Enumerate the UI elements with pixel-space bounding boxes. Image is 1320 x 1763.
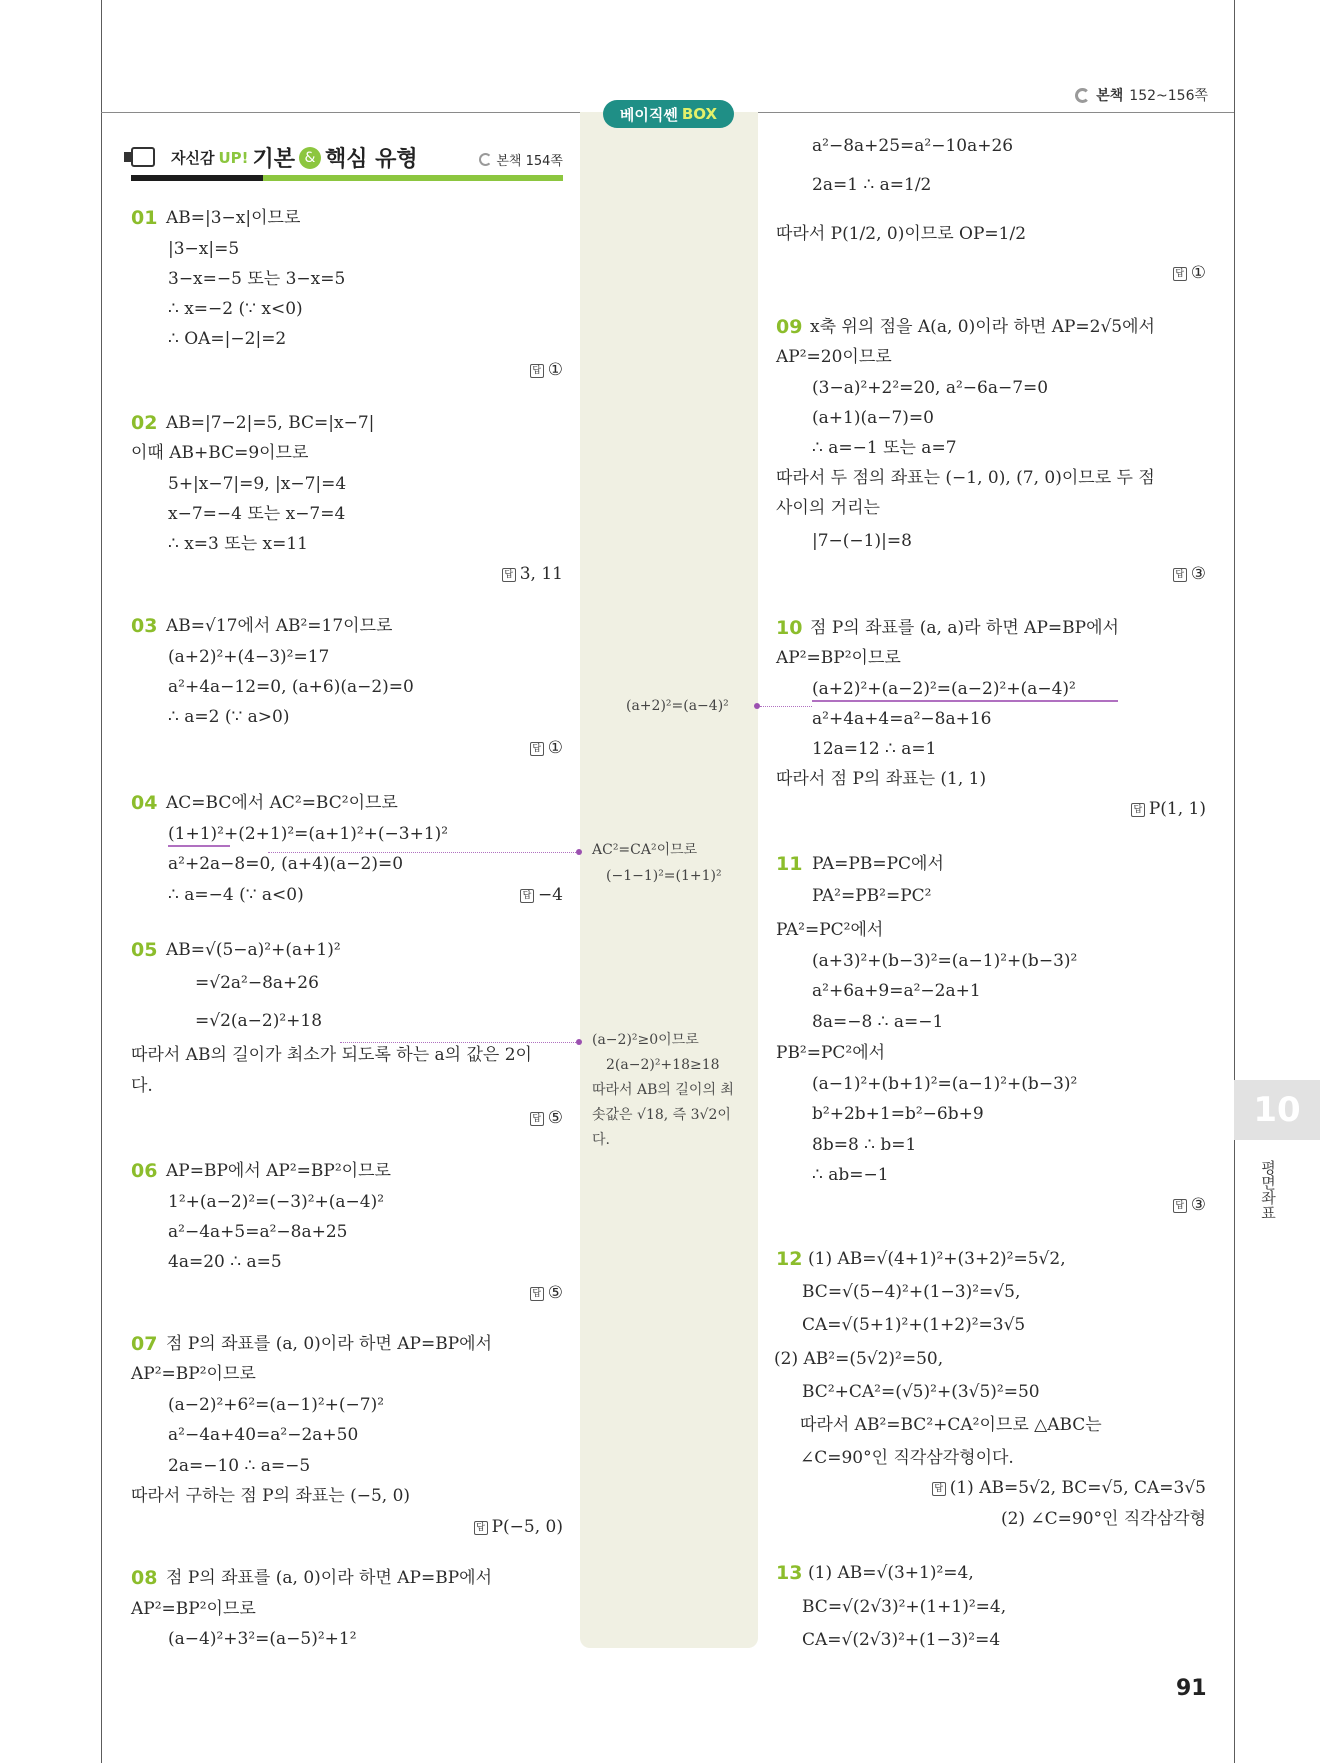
solution-line: 점 P의 좌표를 (a, a)라 하면 AP=BP에서 [810,618,1119,638]
solution-line: PA²=PC²에서 [776,920,884,940]
solution-line: 2a=−10 ∴ a=−5 [168,1456,311,1476]
leader-line [268,852,576,853]
solution-line: =√2a²−8a+26 [195,973,319,993]
solution-line: (a+1)(a−7)=0 [812,408,934,428]
solution-line: |7−(−1)|=8 [812,531,912,551]
solution-line: AP²=BP²이므로 [131,1364,256,1384]
solution-line: 이때 AB+BC=9이므로 [131,443,309,463]
solution-line: BC=√(5−4)²+(1−3)²=√5, [802,1282,1021,1302]
note-line: (a+2)²=(a−4)² [626,698,729,714]
solution-line: 점 P의 좌표를 (a, 0)이라 하면 AP=BP에서 [166,1334,493,1354]
solution-line: 12a=12 ∴ a=1 [812,739,937,759]
solution-line: AB=√(5−a)²+(a+1)² [166,940,341,960]
section-reference: 본책 154쪽 [479,150,563,169]
answer: 답 ① [530,359,563,381]
solution-line: BC²+CA²=(√5)²+(3√5)²=50 [802,1382,1040,1402]
answer-mark-icon: 답 [1173,1199,1187,1213]
note-line: AC²=CA²이므로 [592,842,698,858]
swirl-icon [479,153,492,166]
solution-line: AC=BC에서 AC²=BC²이므로 [166,793,398,813]
solution-line: ∴ ab=−1 [812,1165,889,1185]
leader-line [340,1042,576,1043]
chapter-tab-number: 10 [1234,1080,1320,1140]
solution-line: 8b=8 ∴ b=1 [812,1135,917,1155]
underline-highlight [812,700,1118,702]
page-edge-right [1234,0,1235,1763]
solution-line: AB=|3−x|이므로 [166,208,301,228]
answer-mark-icon: 답 [520,889,534,903]
solution-line: 다. [131,1076,153,1096]
answer-mark-icon: 답 [932,1482,946,1496]
solution-line: 8a=−8 ∴ a=−1 [812,1012,944,1032]
leader-line [760,706,812,707]
answer-mark-icon: 답 [1131,803,1145,817]
solution-line: PA²=PB²=PC² [812,886,932,906]
note-line: (−1−1)²=(1+1)² [606,868,722,884]
answer: 답 ① [1173,262,1206,284]
solution-line: a²+4a+4=a²−8a+16 [812,709,992,729]
solution-line: (a+2)²+(4−3)²=17 [168,647,330,667]
swirl-icon [1075,88,1090,103]
underline-highlight [168,845,230,847]
answer: 답 3, 11 [502,563,563,585]
solution-line: =√2(a−2)²+18 [195,1011,323,1031]
note-line: 따라서 AB의 길이의 최 [592,1082,734,1098]
solution-line: (1+1)²+(2+1)²=(a+1)²+(−3+1)² [168,824,449,844]
solution-line: AB=|7−2|=5, BC=|x−7| [166,413,375,433]
note-line: 솟값은 √18, 즉 3√2이 [592,1107,731,1123]
megaphone-icon [131,147,155,167]
answer-mark-icon: 답 [502,568,516,582]
problem-number: 01 [131,207,158,229]
section-header [131,138,563,178]
answer: 답 ⑤ [530,1107,563,1129]
solution-line: a²+2a−8=0, (a+4)(a−2)=0 [168,854,404,874]
solution-line: a²−8a+25=a²−10a+26 [812,136,1014,156]
solution-line: 1²+(a−2)²=(−3)²+(a−4)² [168,1192,385,1212]
solution-line: x축 위의 점을 A(a, 0)이라 하면 AP=2√5에서 [810,317,1155,337]
solution-line: ∴ x=−2 (∵ x<0) [168,299,303,319]
solution-line: x−7=−4 또는 x−7=4 [168,504,346,524]
solution-line: BC=√(2√3)²+(1+1)²=4, [802,1597,1007,1617]
solution-line: ∠C=90°인 직각삼각형이다. [800,1448,1014,1468]
solution-line: a²+6a+9=a²−2a+1 [812,981,981,1001]
solution-line: a²−4a+40=a²−2a+50 [168,1425,359,1445]
problem-number: 08 [131,1567,158,1589]
answer: 답 P(1, 1) [1131,798,1206,820]
solution-line: 4a=20 ∴ a=5 [168,1252,282,1272]
answer-mark-icon: 답 [530,742,544,756]
solution-line: PB²=PC²에서 [776,1043,886,1063]
page-number: 91 [1176,1676,1207,1701]
note-line: 2(a−2)²+18≥18 [606,1057,720,1073]
leader-dot [576,1039,582,1045]
answer-mark-icon: 답 [1173,568,1187,582]
leader-dot [576,849,582,855]
solution-line: (a−2)²+6²=(a−1)²+(−7)² [168,1395,385,1415]
solution-line: 따라서 구하는 점 P의 좌표는 (−5, 0) [131,1486,411,1506]
problem-number: 06 [131,1160,158,1182]
solution-line: (2) AB²=(5√2)²=50, [774,1349,944,1369]
problem-number: 11 [776,853,803,875]
problem-number: 05 [131,939,158,961]
solution-line: (1) AB=√(3+1)²=4, [808,1563,974,1583]
solution-line: CA=√(2√3)²+(1−3)²=4 [802,1630,1001,1650]
solution-line: ∴ x=3 또는 x=11 [168,534,308,554]
solution-line: 따라서 점 P의 좌표는 (1, 1) [776,769,987,789]
solution-line: 따라서 AB²=BC²+CA²이므로 △ABC는 [800,1415,1102,1435]
page-edge-left [101,0,102,1763]
answer-mark-icon: 답 [474,1521,488,1535]
solution-line: ∴ a=−4 (∵ a<0) [168,885,304,905]
solution-line: 따라서 P(1/2, 0)이므로 OP=1/2 [776,224,1027,244]
solution-line: 2a=1 ∴ a=1/2 [812,175,932,195]
solution-line: a²+4a−12=0, (a+6)(a−2)=0 [168,677,414,697]
solution-line: (1) AB=√(4+1)²+(3+2)²=5√2, [808,1249,1066,1269]
solution-line: 5+|x−7|=9, |x−7|=4 [168,474,347,494]
problem-number: 12 [776,1248,803,1270]
section-header-bar [131,175,563,181]
solution-line: AP²=20이므로 [776,347,892,367]
answer: 답 P(−5, 0) [474,1516,563,1538]
answer-mark-icon: 답 [530,364,544,378]
answer: 답 ① [530,737,563,759]
problem-number: 10 [776,617,803,639]
solution-line: (3−a)²+2²=20, a²−6a−7=0 [812,378,1049,398]
solution-line: ∴ OA=|−2|=2 [168,329,287,349]
problem-number: 13 [776,1562,803,1584]
problem-number: 07 [131,1333,158,1355]
solution-line: AP²=BP²이므로 [131,1599,256,1619]
answer: 답 ③ [1173,563,1206,585]
answer-mark-icon: 답 [1173,267,1187,281]
problem-number: 09 [776,316,803,338]
solution-line: AB=√17에서 AB²=17이므로 [166,616,393,636]
solution-line: (a+2)²+(a−2)²=(a−2)²+(a−4)² [812,679,1076,699]
solution-line: |3−x|=5 [168,239,240,259]
section-title: 자신감 UP! 기본 & 핵심 유형 [171,147,418,172]
solution-line: 점 P의 좌표를 (a, 0)이라 하면 AP=BP에서 [166,1568,493,1588]
solution-line: a²−4a+5=a²−8a+25 [168,1222,348,1242]
top-page-reference: 본책 152~156쪽 [1075,85,1208,105]
solution-line: ∴ a=2 (∵ a>0) [168,707,290,727]
problem-number: 03 [131,615,158,637]
solution-line: AP=BP에서 AP²=BP²이므로 [166,1161,391,1181]
answer: 답 −4 [520,884,563,906]
problem-number: 02 [131,412,158,434]
solution-line: b²+2b+1=b²−6b+9 [812,1104,984,1124]
solution-line: (a−1)²+(b+1)²=(a−1)²+(b−3)² [812,1074,1078,1094]
answer: 답 (1) AB=5√2, BC=√5, CA=3√5 [932,1477,1206,1499]
solution-line: 3−x=−5 또는 3−x=5 [168,269,346,289]
solution-line: AP²=BP²이므로 [776,648,901,668]
solution-line: CA=√(5+1)²+(1+2)²=3√5 [802,1315,1026,1335]
solution-line: 따라서 두 점의 좌표는 (−1, 0), (7, 0)이므로 두 점 [776,468,1155,488]
solution-line: ∴ a=−1 또는 a=7 [812,438,957,458]
answer-mark-icon: 답 [530,1287,544,1301]
problem-number: 04 [131,792,158,814]
solution-line: 사이의 거리는 [776,498,880,518]
basic-box-badge: 베이직쎈 BOX [603,100,734,128]
answer: (2) ∠C=90°인 직각삼각형 [1000,1509,1206,1529]
note-line: 다. [592,1132,610,1148]
answer-mark-icon: 답 [530,1112,544,1126]
answer: 답 ③ [1173,1194,1206,1216]
solution-line: 따라서 AB의 길이가 최소가 되도록 하는 a의 값은 2이 [131,1045,532,1065]
answer: 답 ⑤ [530,1282,563,1304]
ampersand-badge: & [299,147,321,169]
solution-line: (a+3)²+(b−3)²=(a−1)²+(b−3)² [812,951,1078,971]
solution-line: (a−4)²+3²=(a−5)²+1² [168,1629,357,1649]
note-line: (a−2)²≥0이므로 [592,1032,699,1048]
solution-line: PA=PB=PC에서 [812,854,944,874]
chapter-tab-label: 평면좌표 [1259,1160,1277,1220]
